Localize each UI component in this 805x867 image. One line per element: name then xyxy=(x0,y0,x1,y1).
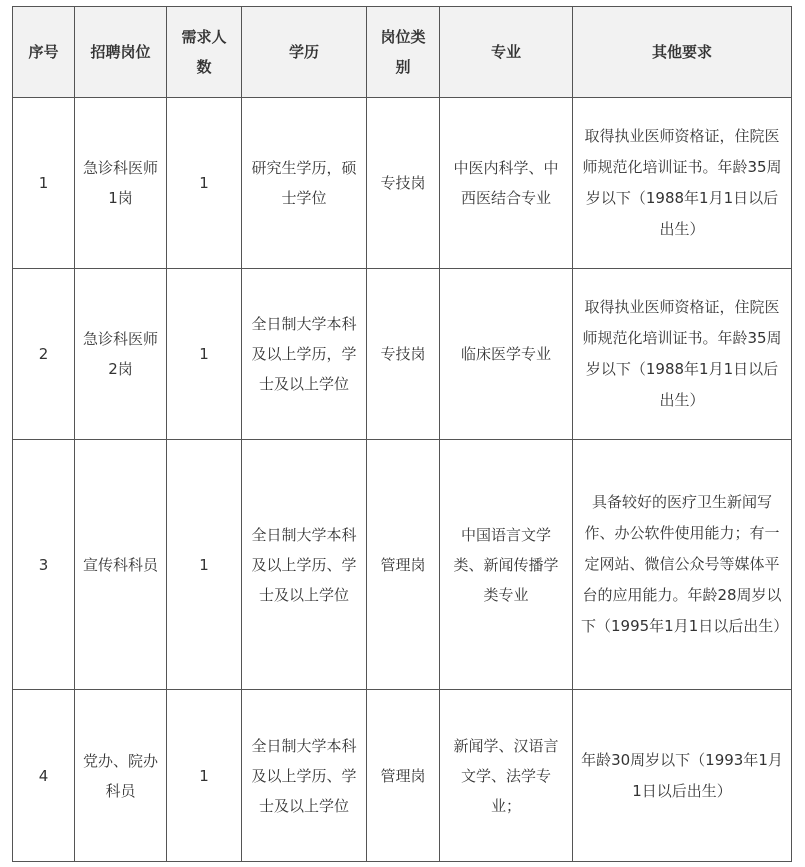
table-row xyxy=(13,690,792,862)
cell-other: 年龄30周岁以下（1993年1月1日以后出生） xyxy=(573,690,792,862)
cell-count: 1 xyxy=(167,269,242,440)
cell-education: 全日制大学本科及以上学历，学士及以上学位 xyxy=(242,269,367,440)
header-education: 学历 xyxy=(242,7,367,98)
cell-other: 取得执业医师资格证，住院医师规范化培训证书。年龄35周岁以下（1988年1月1日以后出生） xyxy=(573,269,792,440)
cell-category: 专技岗 xyxy=(367,269,440,440)
table-row xyxy=(13,98,792,269)
cell-no: 4 xyxy=(13,690,75,862)
cell-count: 1 xyxy=(167,98,242,269)
table-row xyxy=(13,440,792,690)
header-category: 岗位类别 xyxy=(367,7,440,98)
cell-position: 急诊科医师2岗 xyxy=(75,269,167,440)
cell-education: 全日制大学本科及以上学历、学士及以上学位 xyxy=(242,440,367,690)
cell-position: 党办、院办科员 xyxy=(75,690,167,862)
header-major: 专业 xyxy=(440,7,573,98)
cell-category: 管理岗 xyxy=(367,690,440,862)
cell-count: 1 xyxy=(167,440,242,690)
cell-no: 2 xyxy=(13,269,75,440)
cell-category: 专技岗 xyxy=(367,98,440,269)
cell-major: 中国语言文学类、新闻传播学类专业 xyxy=(440,440,573,690)
cell-count: 1 xyxy=(167,690,242,862)
cell-major: 中医内科学、中西医结合专业 xyxy=(440,98,573,269)
cell-major: 新闻学、汉语言文学、法学专业； xyxy=(440,690,573,862)
header-position: 招聘岗位 xyxy=(75,7,167,98)
cell-major: 临床医学专业 xyxy=(440,269,573,440)
cell-position: 急诊科医师1岗 xyxy=(75,98,167,269)
cell-no: 1 xyxy=(13,98,75,269)
cell-education: 研究生学历，硕士学位 xyxy=(242,98,367,269)
table-row xyxy=(13,269,792,440)
header-row xyxy=(13,7,792,98)
header-no: 序号 xyxy=(13,7,75,98)
cell-other: 取得执业医师资格证，住院医师规范化培训证书。年龄35周岁以下（1988年1月1日以后出生） xyxy=(573,98,792,269)
cell-other: 具备较好的医疗卫生新闻写作、办公软件使用能力；有一定网站、微信公众号等媒体平台的应用能力。年龄28周岁以下（1995年1月1日以后出生） xyxy=(573,440,792,690)
header-count: 需求人数 xyxy=(167,7,242,98)
cell-education: 全日制大学本科及以上学历、学士及以上学位 xyxy=(242,690,367,862)
cell-position: 宣传科科员 xyxy=(75,440,167,690)
recruitment-table xyxy=(12,6,792,862)
cell-category: 管理岗 xyxy=(367,440,440,690)
cell-no: 3 xyxy=(13,440,75,690)
header-other: 其他要求 xyxy=(573,7,792,98)
